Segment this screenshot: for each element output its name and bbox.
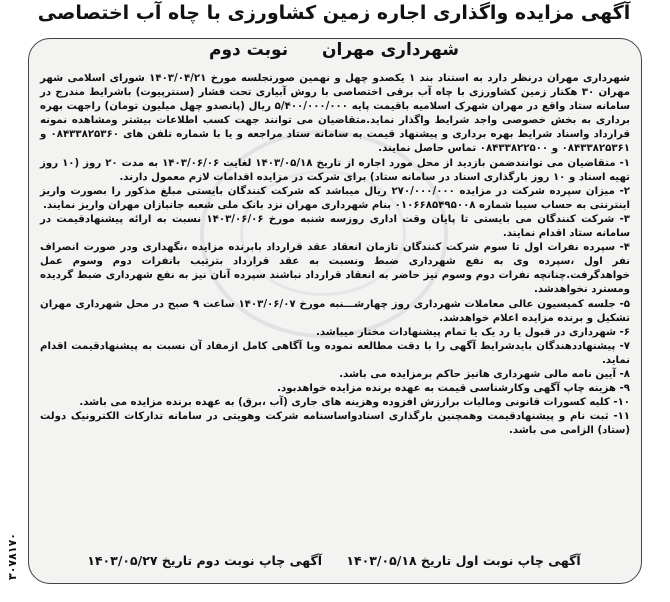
condition-item: ۳- شرکت کنندگان می بایستی تا پایان وقت اداری روزسه شنبه مورخ ۱۴۰۳/۰۶/۰۶ نسبت به ارائه پیشنهادقیمت در سامانه ستاد اقدام نمایند. (40, 213, 630, 240)
notice-body (40, 72, 630, 438)
condition-item: ۷- پیشنهاددهندگان بایدشرایط آگهی را با دقت مطالعه نموده وبا آگاهی کامل ازمفاد آن نسبت به پیشنهادقیمت اقدام نماید. (40, 340, 630, 366)
intro-lead: شهرداری مهران (547, 73, 631, 84)
intro-text: درنظر دارد به استناد بند ۱ یکصدو چهل و نهمین صورتجلسه مورخ ۱۴۰۳/۰۴/۲۱ شورای اسلامی شهر مهران ۳۰ هکتار زمین کشاورزی با چاه آب برقی اختصاصی با روش آبیاری تحت فشار (سنترپیوت) باشرایط مندرج در سامانه ستاد واقع در مهران شهرک اسلامیه باقیمت پایه ۵/۴۰۰/۰۰۰/۰۰۰ ریال (پانصدو چهل میلیون تومان) راجهت بهره برداری به بخش خصوصی واجد شرایط واگذار نماید.متقاضیان می توانند جهت کسب اطلاعات بیشتر ومشاهده نمونه قرارداد واسناد شرایط بهره برداری و پیشنهاد قیمت به سامانه ستاد مراجعه و یا با شماره تلفن های ۰۸۴۳۳۸۲۵۳۶۰ و ۰۸۴۳۳۸۲۵۳۶۱ و ۰۸۴۳۳۸۲۲۵۰۰ تماس حاصل نمایند. (40, 73, 630, 155)
first-print-date: آگهی چاپ نوبت اول تاریخ ۱۴۰۳/۰۵/۱۸ (346, 553, 581, 568)
round-label: نوبت دوم (208, 40, 289, 60)
condition-item: ۱۰- کلیه کسورات قانونی ومالیات برارزش افزوده وهزینه های جاری (آب ،برق) به عهده برنده مزایده می باشد. (79, 397, 630, 409)
side-code (2, 520, 24, 580)
print-dates (28, 552, 640, 570)
side-code-text: ۳۰۷۸۱۷۰ (6, 533, 19, 580)
condition-item: ۵- جلسه کمیسیون عالی معاملات شهرداری روز چهارشـــنبه مورخ ۱۴۰۳/۰۶/۰۷ ساعت ۹ صبح در محل شهرداری مهران تشکیل و برنده مزایده اعلام خواهدشد. (40, 298, 630, 324)
second-print-date: آگهی چاپ نوبت دوم تاریخ ۱۴۰۳/۰۵/۲۷ (87, 553, 323, 568)
condition-item: ۱۱- ثبت نام و پیشنهادقیمت وهمچنین بارگذاری اسنادواساسنامه شرکت وهویتی در سامانه تدارکات الکترونیک دولت (ستاد) الزامی می باشد. (40, 411, 630, 437)
org-name: شهرداری مهران (322, 40, 460, 60)
notice-title: آگهی مزایده واگذاری اجاره زمین کشاورزی با چاه آب اختصاصی (37, 2, 631, 24)
intro-paragraph (40, 72, 630, 157)
condition-item: ۲- میزان سپرده شرکت در مزایده ۲۷۰/۰۰۰/۰۰۰ ریال میباشد که شرکت کنندگان بایستی مبلغ مذکور را بصورت واریز اینترنتی به حساب سیبا شماره ۰۱۰۶۶۸۵۴۹۵۰۰۸ بنام شهرداری مهران نزد بانک ملی شعبه جانبازان مهران واریز نمایند. (40, 185, 630, 211)
condition-item: ۹- هزینه چاپ آگهی وکارشناسی قیمت به عهده برنده مزایده خواهدبود. (277, 383, 630, 395)
condition-item: ۶- شهرداری در قبول یا رد یک یا تمام پیشنهادات مختار میباشد. (316, 326, 630, 338)
condition-item: ۸- آیین نامه مالی شهرداری هانیز حاکم برمزایده می باشد. (339, 368, 630, 380)
notice-subtitle (28, 38, 640, 62)
condition-item: ۴- سپرده نفرات اول تا سوم شرکت کنندگان تازمان انعقاد عقد قرارداد بابرنده مزایده ،نگهداری ودر صورت انصراف نفر اول ،سپرده وی به نفع شهرداری ضبط ونسبت به عقد قرارداد بترتیب بانفرات دوم وسوم عمل خواهدگرفت.چنانچه نفرات دوم وسوم نیز حاضر به انعقاد قرارداد نباشند سپرده آنان نیز به نفع شهرداری ضبط گردیده ومسترد نخواهدشد. (40, 242, 630, 296)
condition-item: ۱- متقاضیان می توانندضمن بازدید از محل مورد اجاره از تاریخ ۱۴۰۳/۰۵/۱۸ لغایت ۱۴۰۳/۰۶/۰۶ به مدت ۲۰ روز (۱۰ روز تهیه اسناد و ۱۰ روز بارگذاری اسناد در سامانه ستاد) برای شرکت در مزایده اقدامات لازم معمول دارند. (40, 157, 631, 183)
